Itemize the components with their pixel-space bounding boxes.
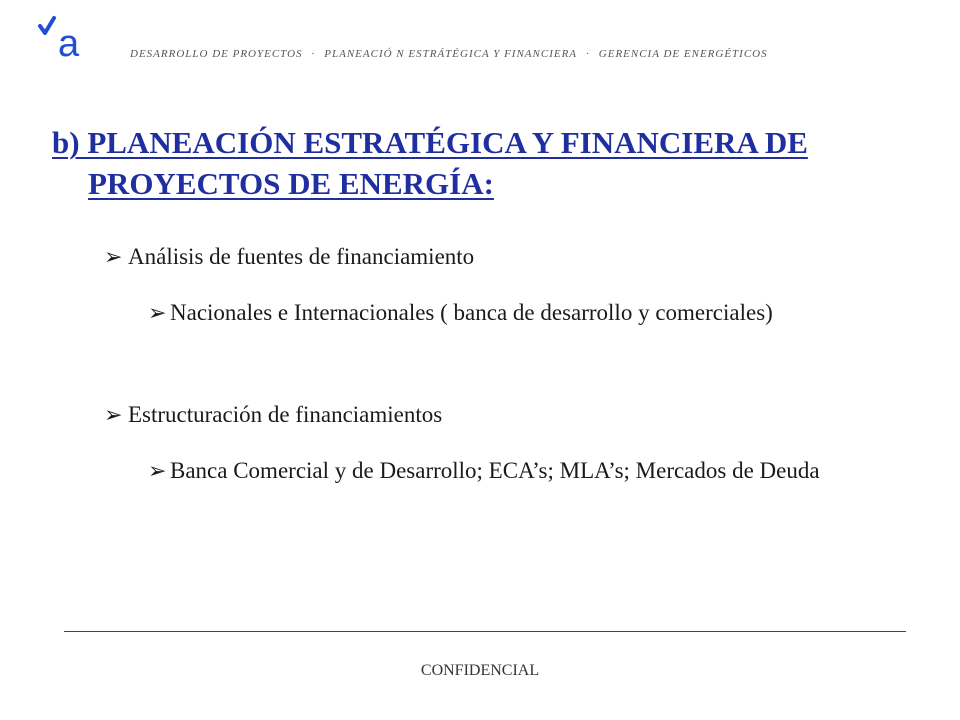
bullet-text: Análisis de fuentes de financiamiento [128,244,475,269]
bullet-text: Banca Comercial y de Desarrollo; ECA’s; MLA’s; Mercados de Deuda [170,458,820,483]
company-logo [36,12,92,62]
tagline-separator: · [586,48,590,60]
arrow-bullet-icon: ➢ [148,458,167,483]
bullet-text: Estructuración de financiamientos [128,402,443,427]
bullet-item [104,399,442,431]
bullet-item [104,241,474,273]
footer-divider [64,631,906,632]
tagline-item: DESARROLLO DE PROYECTOS [130,48,303,60]
bullet-text: Nacionales e Internacionales ( banca de desarrollo y comerciales) [170,300,773,325]
arrow-bullet-icon: ➢ [148,300,167,325]
arrow-bullet-icon: ➢ [104,244,123,269]
tagline-separator: · [311,48,316,60]
header-tagline [130,48,768,60]
slide-title [52,122,912,204]
sub-bullet-item [148,455,868,487]
tagline-item: PLANEACIÓ N ESTRÁTÉGICA Y FINANCIERA [324,48,578,60]
arrow-bullet-icon: ➢ [104,402,123,427]
logo-icon [36,12,92,62]
sub-bullet-item [148,297,868,329]
slide-title-line-2: PROYECTOS DE ENERGÍA: [88,166,494,201]
svg-text:a: a [58,23,80,62]
tagline-item: GERENCIA DE ENERGÉTICOS [598,48,768,60]
footer-confidential: CONFIDENCIAL [420,662,540,679]
slide-title-line-1: b) PLANEACIÓN ESTRATÉGICA Y FINANCIERA DE [52,125,808,160]
